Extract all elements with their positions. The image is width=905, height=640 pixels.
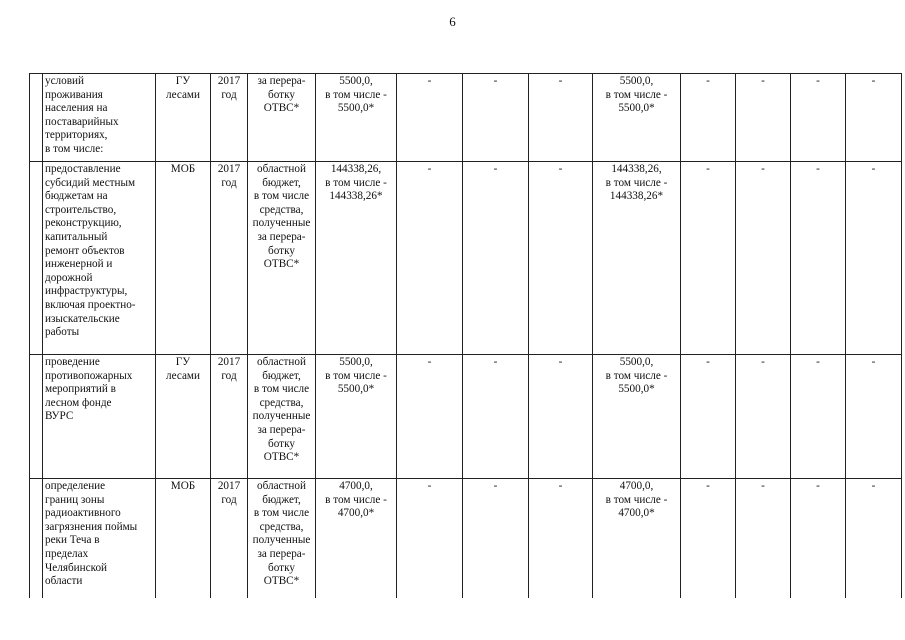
dash-value: - — [706, 75, 710, 87]
row-index-cell — [30, 355, 43, 479]
year: 2017 год — [217, 75, 241, 101]
dash-value: - — [816, 480, 820, 492]
executor-cell — [156, 479, 211, 599]
total-amount-cell — [316, 479, 397, 599]
year: 2017 год — [217, 356, 241, 382]
empty-value-cell — [736, 74, 791, 162]
executor-cell — [156, 74, 211, 162]
empty-value-cell — [529, 479, 593, 599]
executor-cell — [156, 355, 211, 479]
dash-value: - — [493, 163, 498, 175]
activity-name: предоставление субсидий местным бюджетам на строительство, реконструкцию, капитальный ремонт объектов инженерной и дорожной инфраструктуры, включая проектно- изыскательские работы — [45, 163, 136, 339]
dash-value: - — [871, 356, 876, 368]
year: 2017 год — [217, 480, 241, 506]
regional-amount: 5500,0, в том числе - 5500,0* — [605, 75, 668, 115]
empty-value-cell — [681, 355, 736, 479]
activity-name: определение границ зоны радиоактивного загрязнения поймы реки Теча в пределах Челябинской области — [45, 480, 138, 588]
empty-value-cell — [846, 74, 902, 162]
dash-value: - — [816, 75, 820, 87]
dash-value: - — [558, 163, 563, 175]
empty-value-cell — [791, 479, 846, 599]
dash-value: - — [871, 163, 876, 175]
empty-value-cell — [736, 355, 791, 479]
table-row — [30, 74, 902, 162]
empty-value-cell — [681, 162, 736, 355]
dash-value: - — [427, 75, 432, 87]
dash-value: - — [871, 75, 876, 87]
funding-source: областной бюджет, в том числе средства, полученные за перера- ботку ОТВС* — [252, 480, 311, 588]
regional-amount: 5500,0, в том числе - 5500,0* — [605, 356, 668, 396]
empty-value-cell — [681, 479, 736, 599]
dash-value: - — [493, 480, 498, 492]
funding-source: за перера- ботку ОТВС* — [257, 75, 306, 115]
executor: МОБ — [170, 480, 196, 492]
dash-value: - — [761, 75, 765, 87]
page-number: 6 — [449, 14, 456, 29]
year-cell — [211, 355, 248, 479]
empty-value-cell — [791, 162, 846, 355]
dash-value: - — [816, 163, 820, 175]
empty-value-cell — [397, 479, 463, 599]
row-index-cell — [30, 479, 43, 599]
empty-value-cell — [463, 162, 529, 355]
empty-value-cell — [791, 355, 846, 479]
regional-amount: 144338,26, в том числе - 144338,26* — [605, 163, 668, 203]
year: 2017 год — [217, 163, 241, 189]
funding-source-cell — [248, 479, 316, 599]
dash-value: - — [706, 480, 710, 492]
empty-value-cell — [846, 355, 902, 479]
dash-value: - — [427, 163, 432, 175]
empty-value-cell — [846, 162, 902, 355]
executor: МОБ — [170, 163, 196, 175]
regional-amount-cell — [593, 355, 681, 479]
activity-name-cell — [43, 479, 156, 599]
dash-value: - — [558, 75, 563, 87]
activity-name-cell — [43, 355, 156, 479]
row-index-cell — [30, 74, 43, 162]
dash-value: - — [427, 480, 432, 492]
dash-value: - — [706, 163, 710, 175]
empty-value-cell — [681, 74, 736, 162]
total-amount: 144338,26, в том числе - 144338,26* — [325, 163, 387, 203]
dash-value: - — [558, 356, 563, 368]
empty-value-cell — [736, 162, 791, 355]
empty-value-cell — [463, 479, 529, 599]
dash-value: - — [761, 163, 765, 175]
funding-source-cell — [248, 74, 316, 162]
empty-value-cell — [463, 355, 529, 479]
table-row — [30, 355, 902, 479]
executor: ГУ лесами — [166, 75, 200, 101]
empty-value-cell — [791, 74, 846, 162]
empty-value-cell — [397, 74, 463, 162]
dash-value: - — [871, 480, 876, 492]
dash-value: - — [761, 480, 765, 492]
total-amount: 5500,0, в том числе - 5500,0* — [325, 356, 387, 396]
program-activities-table — [29, 73, 902, 598]
funding-source: областной бюджет, в том числе средства, полученные за перера- ботку ОТВС* — [252, 163, 311, 271]
total-amount: 5500,0, в том числе - 5500,0* — [325, 75, 387, 115]
activity-name: условий проживания населения на поставарийных территориях, в том числе: — [45, 75, 119, 155]
regional-amount-cell — [593, 162, 681, 355]
empty-value-cell — [397, 162, 463, 355]
regional-amount: 4700,0, в том числе - 4700,0* — [605, 480, 668, 520]
year-cell — [211, 162, 248, 355]
dash-value: - — [558, 480, 563, 492]
year-cell — [211, 74, 248, 162]
dash-value: - — [493, 356, 498, 368]
table-row — [30, 479, 902, 599]
activity-name: проведение противопожарных мероприятий в лесном фонде ВУРС — [45, 356, 133, 423]
empty-value-cell — [463, 74, 529, 162]
dash-value: - — [493, 75, 498, 87]
activity-name-cell — [43, 74, 156, 162]
funding-source: областной бюджет, в том числе средства, полученные за перера- ботку ОТВС* — [252, 356, 311, 464]
empty-value-cell — [397, 355, 463, 479]
regional-amount-cell — [593, 74, 681, 162]
dash-value: - — [816, 356, 820, 368]
empty-value-cell — [736, 479, 791, 599]
dash-value: - — [706, 356, 710, 368]
empty-value-cell — [529, 74, 593, 162]
empty-value-cell — [846, 479, 902, 599]
total-amount-cell — [316, 162, 397, 355]
dash-value: - — [761, 356, 765, 368]
regional-amount-cell — [593, 479, 681, 599]
row-index-cell — [30, 162, 43, 355]
total-amount-cell — [316, 74, 397, 162]
dash-value: - — [427, 356, 432, 368]
funding-source-cell — [248, 162, 316, 355]
table-row — [30, 162, 902, 355]
total-amount-cell — [316, 355, 397, 479]
activity-name-cell — [43, 162, 156, 355]
executor-cell — [156, 162, 211, 355]
executor: ГУ лесами — [166, 356, 200, 382]
funding-source-cell — [248, 355, 316, 479]
empty-value-cell — [529, 162, 593, 355]
total-amount: 4700,0, в том числе - 4700,0* — [325, 480, 387, 520]
year-cell — [211, 479, 248, 599]
empty-value-cell — [529, 355, 593, 479]
